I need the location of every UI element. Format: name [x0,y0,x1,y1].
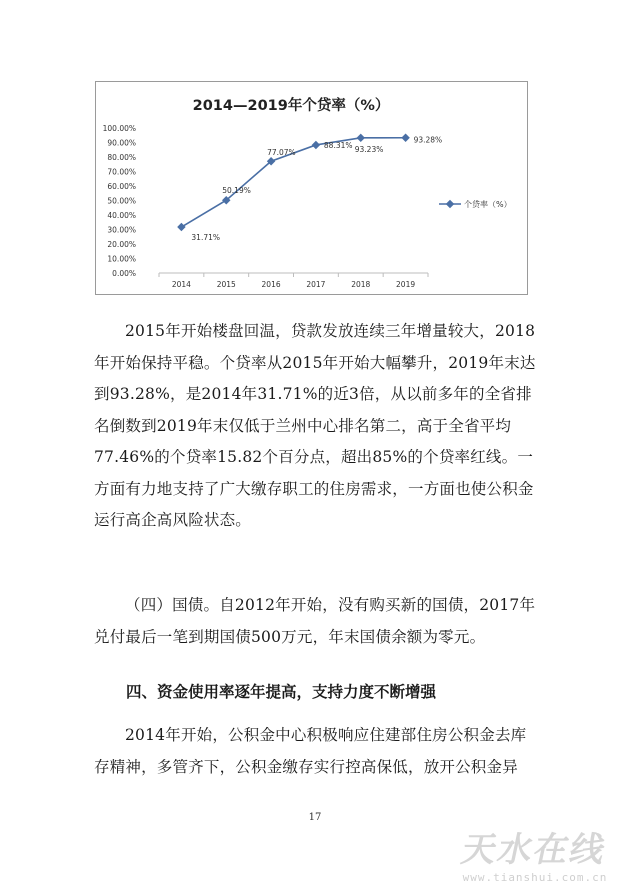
y-tick-label: 30.00% [107,225,136,235]
y-tick-label: 60.00% [107,182,136,191]
data-point-marker [357,134,365,142]
x-tick-label: 2016 [261,280,281,289]
data-label: 93.28% [413,135,443,145]
y-tick-label: 20.00% [107,240,136,249]
page-number: 17 [308,812,322,823]
watermark-logo [460,822,610,884]
y-tick-label: 70.00% [107,167,136,177]
data-label: 93.23% [354,144,384,154]
x-axis-labels [172,280,415,289]
x-tick-label: 2017 [306,280,326,289]
data-point-marker [312,141,320,149]
watermark-url: www.tianshui.com.cn [462,871,608,884]
y-tick-label: 10.00% [107,254,136,264]
y-tick-label: 0.00% [112,269,136,278]
paragraph-treasury-bonds: （四）国债。自2012年开始，没有购买新的国债，2017年兑付最后一笔到期国债500万元，年末国债余额为零元。 [94,596,536,646]
x-axis-ticks [159,273,428,277]
data-label: 77.07% [267,148,296,158]
x-tick-label: 2014 [171,280,191,289]
paragraph-2014-start: 2014年开始，公积金中心积极响应住建部住房公积金去库存精神，多管齐下，公积金缴存实行控高保低，放开公积金异 [94,726,527,776]
chart-legend [439,199,512,209]
data-point-marker [177,223,185,231]
data-labels [191,136,442,242]
y-axis-labels [103,124,136,278]
legend-marker [446,200,454,208]
x-tick-label: 2015 [216,280,236,289]
y-tick-label: 80.00% [107,153,136,162]
data-label: 88.31% [323,140,353,150]
watermark-text: 天水在线 [458,830,611,870]
y-tick-label: 50.00% [107,196,136,206]
paragraph-loan-rate: 2015年开始楼盘回温，贷款发放连续三年增量较大，2018年开始保持平稳。个贷率从2015年开始大幅攀升，2019年末达到93.28%，是2014年31.71%的近3倍，从以前多年的全省排名倒数到2019年末仅低于兰州中心排名第二，高于全省平均77.46%的个贷率15.82个百分点，超出85%的个贷率红线。一方面有力地支持了广大缴存职工的住房需求，一方面也使公积金运行高企高风险状态。 [94,322,536,529]
data-label: 50.19% [222,186,251,196]
chart-svg [96,82,527,294]
x-tick-label: 2018 [351,280,371,289]
x-tick-label: 2019 [396,280,416,289]
y-tick-label: 90.00% [107,138,136,148]
y-tick-label: 40.00% [107,211,136,220]
chart-title: 2014—2019年个贷率（%） [192,98,390,114]
loan-rate-chart [95,81,528,295]
section-heading: 四、资金使用率逐年提高，支持力度不断增强 [126,683,437,701]
legend-label: 个贷率（%） [464,200,512,209]
y-tick-label: 100.00% [102,124,136,133]
data-label: 31.71% [191,233,221,243]
data-point-marker [401,134,409,142]
